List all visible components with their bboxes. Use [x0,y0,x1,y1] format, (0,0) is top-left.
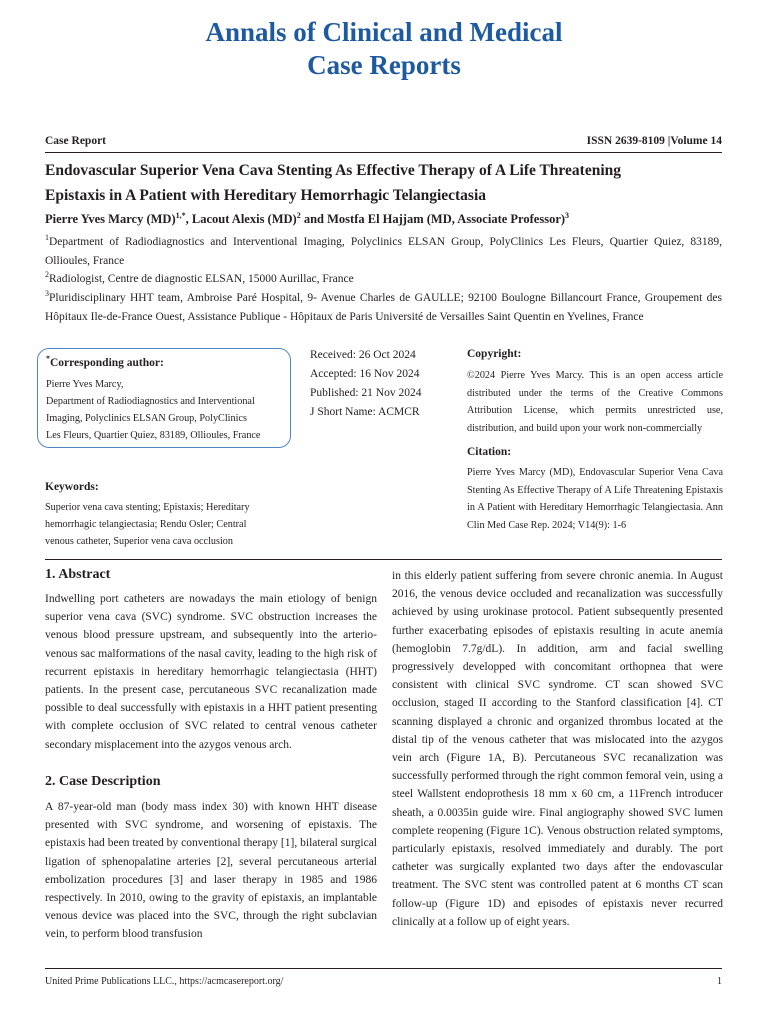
page-number: 1 [717,976,722,987]
section-divider [45,559,722,560]
received-date: Received: 26 Oct 2024 [310,349,416,361]
keywords-title: Keywords: [45,481,99,493]
author-2: , Lacout Alexis (MD) [185,212,297,226]
affiliation-2 [45,270,722,289]
copyright-title: Copyright: [467,348,522,360]
case-description-text-right: in this elderly patient suffering from severe chronic anemia. In August 2016, the venous device occluded and recanalization was successfully achieved by using urokinase protocol. Patient subsequently presented further exacerbating episodes of epistaxis resulting in acute anemia (hemoglobin 7.7g/dL). In addition, arm and facial swelling progressively developped with concomitant orthopnea that were consistent with clinical SVC syndrome. CT scan showed SVC occlusion, staged II according to the Stanford classification [4]. CT scanning displayed a chronic and organized thrombus located at the distal tip of the venous catheter that was mislocated into the azygos vein arch (Figure 1A, B). Percutaneous SVC recanalization was successfully performed through the right common femoral vein, using a steel Wallstent endoprothesis 18 mm x 60 cm, a 11French introducer sheath, a 0.0035in guide wire. Final angiography showed SVC lumen complete reopening (Figure 1C). Venous obstruction related symptoms, particularly epistaxis, resolved immediately and durably. The port catheter was surgically explanted two days after the endovascular treatment. The SVC stent was controlled patent at 6 months CT scan follow-up (Figure 1D) and episodes of epistaxis never recurred clinically at a follow up of eight years. [392,570,723,928]
copyright-text: ©2024 Pierre Yves Marcy. This is an open access article distributed under the terms of the Creative Commons Attribution License, which permits unrestricted use, distribution, and build upon your work non-commercially [467,370,723,434]
affiliation-3 [45,289,722,326]
author-list [45,210,725,228]
corresponding-author-line: Department of Radiodiagnostics and Interventional [46,396,255,407]
case-description-heading: 2. Case Description [45,774,161,789]
journal-title-line1: Annals of Clinical and Medical [205,17,563,47]
affiliation-1-text: Department of Radiodiagnostics and Interventional Imaging, Polyclinics ELSAN Group, PolyClinics Les Fleurs, Quartier Quiez, 83189, Ollioules, France [45,236,722,267]
abstract-heading: 1. Abstract [45,567,111,582]
case-description-text-left: A 87-year-old man (body mass index 30) with known HHT disease presented with SVC syndrome, and worsening of epistaxis. The epistaxis had been treated by conventional therapy [1], bilateral surgical ligation of sphenopalatine arteries [2], several percutaneous arterial embolization procedures [3] and laser therapy in 1985 and 1986 respectively. In 2010, owing to the gravity of epistaxis, an implantable venous device was placed into the SVC, through the right subclavian vein, to perform blood transfusion [45,801,377,941]
article-title [45,158,725,208]
corresponding-author-details [46,376,291,444]
accepted-date: Accepted: 16 Nov 2024 [310,368,420,380]
keywords-list [45,499,290,550]
footer-divider [45,968,722,969]
author-2-sup: 2 [296,210,301,220]
author-1-sup: 1,* [175,210,186,220]
article-type: Case Report [45,135,106,147]
citation-title: Citation: [467,446,512,458]
keywords-line: Superior vena cava stenting; Epistaxis; Hereditary [45,502,250,513]
affiliation-1 [45,233,722,270]
published-date: Published: 21 Nov 2024 [310,387,422,399]
issn-volume: ISSN 2639-8109 |Volume 14 [586,135,722,147]
keywords-line: venous catheter, Superior vena cava occlusion [45,536,233,547]
corresponding-author-title [46,354,164,369]
corresponding-author-line: Imaging, Polyclinics ELSAN Group, PolyClinics [46,413,247,424]
citation-text: Pierre Yves Marcy (MD), Endovascular Superior Vena Cava Stenting As Effective Therapy of A Life Threatening Epistaxis in A Patient with Hereditary Hemorrhagic Telangiectasia. Ann Clin Med Case Rep. 2024; V14(9): 1-6 [467,467,723,531]
affiliation-3-num: 3 [45,289,49,299]
affiliation-1-num: 1 [45,233,49,243]
journal-short-name: J Short Name: ACMCR [310,406,420,418]
corresponding-author-line: Pierre Yves Marcy, [46,379,124,390]
affiliation-2-text: Radiologist, Centre de diagnostic ELSAN, 15000 Aurillac, France [49,273,354,285]
corresponding-author-sup: * [46,354,50,363]
corresponding-author-label: Corresponding author: [50,356,164,369]
author-3: and Mostfa El Hajjam (MD, Associate Professor) [300,212,566,226]
affiliation-3-text: Pluridisciplinary HHT team, Ambroise Paré Hospital, 9- Avenue Charles de GAULLE; 92100 Boulogne Billancourt France, Groupement des Hôpitaux Ile-de-France Ouest, Assistance Publique - Hôpitaux de Paris Université de Versailles Saint Quentin en Yvelines, France [45,292,722,323]
article-title-line1: Endovascular Superior Vena Cava Stenting As Effective Therapy of A Life Threatening [45,162,621,179]
abstract-text: Indwelling port catheters are nowadays the main etiology of benign superior vena cava (SVC) syndrome. SVC obstruction increases the venous blood pressure upstream, and subsequently into the arterio-venous sac malformations of the nasal cavity, leading to the high risk of recurrent epistaxis in hereditary hemorrhagic telangiectasia (HHT) patients. In the present case, percutaneous SVC recanalization made possible to deal successfully with epistaxis in a HHT patient presenting with complete occlusion of SVC related to central venous catheter secondary misplacement into the azygos venous arch. [45,593,377,751]
header-divider [45,152,722,153]
author-3-sup: 3 [565,210,570,220]
article-title-line2: Epistaxis in A Patient with Hereditary Hemorrhagic Telangiectasia [45,187,487,204]
journal-title-line2: Case Reports [307,50,461,80]
affiliation-2-num: 2 [45,270,49,280]
article-header-row [45,135,722,153]
footer-publisher-link[interactable]: United Prime Publications LLC., https://acmcasereport.org/ [45,976,284,987]
corresponding-author-line: Les Fleurs, Quartier Quiez, 83189, Ollioules, France [46,430,261,441]
author-1: Pierre Yves Marcy (MD) [45,212,176,226]
keywords-line: hemorrhagic telangiectasia; Rendu Osler; Central [45,519,247,530]
article-dates [310,346,422,422]
